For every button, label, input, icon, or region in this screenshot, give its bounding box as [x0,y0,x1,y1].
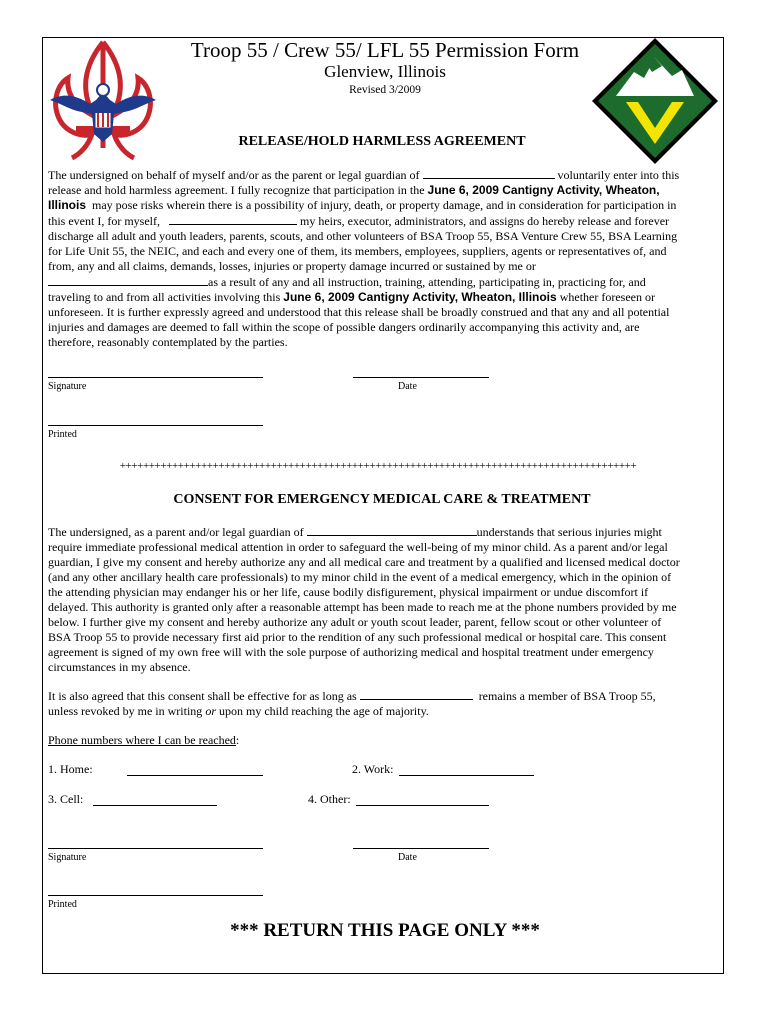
release-line-8: as a result of any and all instruction, training, attending, participating in, practicing for, and [48,274,714,290]
consent-line-2: require immediate professional medical attention in order to safeguard the well-being of my minor child. As a parent and/or legal [48,540,668,554]
minor-blank[interactable] [48,274,208,286]
consent-line-3: guardian, I give my consent and hereby authorize any and all medical care and treatment by a qualified and licensed medical doctor [48,555,680,569]
form-location: Glenview, Illinois [324,62,446,81]
duration-line-2: unless revoked by me in writing or upon my child reaching the age of majority. [48,704,429,718]
consent-line-4: (and any other ancillary health care professionals) to my minor child in the event of a medical emergency, which in the opinion of [48,570,672,584]
form-revision: Revised 3/2009 [349,84,421,96]
consent-signature-line[interactable] [48,848,263,849]
release-line-10: unforeseen. It is further expressly agreed and understood that this release shall be broadly construed and that any and all potential [48,305,670,319]
release-line-3: Illinois may pose risks wherein there is a possibility of injury, death, or property damage, and in consideration for participation in [48,198,677,212]
consent-date-label: Date [398,852,417,863]
release-date-line[interactable] [353,377,489,378]
guardian-of-blank[interactable] [423,167,555,179]
child-name-blank[interactable] [360,688,473,700]
release-line-9: traveling to and from all activities involving this June 6, 2009 Cantigny Activity, Wheaton, Illinois whether foreseen or [48,290,655,304]
release-paragraph [48,167,714,350]
consent-line-6: delayed. This authority is granted only after a reasonable attempt has been made to reach me at the phone numbers provided by me [48,600,677,614]
consent-guardian-blank[interactable] [307,524,477,536]
other-phone-field[interactable] [356,805,489,806]
release-line-4: this event I, for myself, my heirs, executor, administrators, and assigns do hereby release and forever [48,214,670,228]
release-signature-line[interactable] [48,377,263,378]
consent-printed-line[interactable] [48,895,263,896]
work-phone-field[interactable] [399,775,534,776]
home-phone-field[interactable] [127,775,263,776]
release-printed-label: Printed [48,429,77,440]
release-line-1: The undersigned on behalf of myself and/or as the parent or legal guardian of voluntarily enter into this [48,168,680,182]
consent-printed-label: Printed [48,899,77,910]
release-signature-label: Signature [48,381,87,392]
cell-phone-field[interactable] [93,805,217,806]
consent-date-line[interactable] [353,848,489,849]
cell-phone-label: 3. Cell: [48,792,84,806]
myself-blank[interactable] [169,213,297,225]
release-line-12: therefore, reasonably contemplated by the parties. [48,335,288,349]
consent-heading: CONSENT FOR EMERGENCY MEDICAL CARE & TREATMENT [173,492,591,507]
consent-line-7: below. I further give my consent and hereby authorize any adult or youth scout leader, parent, fellow scout or other volunteer of [48,615,662,629]
release-line-2: release and hold harmless agreement. I fully recognize that participation in the June 6, 2009 Cantigny Activity, Wheaton, [48,183,660,197]
consent-paragraph [48,524,714,675]
consent-duration-paragraph [48,688,714,719]
form-title: Troop 55 / Crew 55/ LFL 55 Permission Form [190,38,580,62]
release-printed-line[interactable] [48,425,263,426]
consent-line-10: circumstances in my absence. [48,660,191,674]
release-heading: RELEASE/HOLD HARMLESS AGREEMENT [238,134,526,149]
section-separator: +++++++++++++++++++++++++++++++++++++++++++++++++++++++++++++++++++++++++++++++++++++++++ [119,460,637,472]
release-line-7: from, any and all claims, demands, losses, injuries or property damage incurred or sustained by me or [48,259,536,273]
consent-line-8: BSA Troop 55 to provide necessary first aid prior to the rendition of any such professional medical or hospital care. This consent [48,630,667,644]
return-page-notice: *** RETURN THIS PAGE ONLY *** [230,920,540,941]
consent-line-5: the attending physician may endanger his or her life, cause bodily disfigurement, physical impairment or undue discomfort if [48,585,649,599]
other-phone-label: 4. Other: [308,792,351,806]
work-phone-label: 2. Work: [352,762,394,776]
phone-heading: Phone numbers where I can be reached: [48,733,240,747]
duration-line-1: It is also agreed that this consent shall be effective for as long as remains a member of BSA Troop 55, [48,689,656,703]
release-line-6: for Life Unit 55, the NEIC, and each and every one of them, its members, employees, suppliers, agents or representatives of, and [48,244,667,258]
consent-signature-label: Signature [48,852,87,863]
release-line-5: discharge all adult and youth leaders, parents, scouts, and other volunteers of BSA Troop 55, BSA Venture Crew 55, BSA Learning [48,229,678,243]
consent-line-1: The undersigned, as a parent and/or legal guardian of understands that serious injuries might [48,525,662,539]
release-date-label: Date [398,381,417,392]
home-phone-label: 1. Home: [48,762,93,776]
consent-line-9: agreement is signed of my own free will with the sole purpose of authorizing medical and hospital treatment under emergency [48,645,654,659]
release-line-11: injuries and damages are deemed to fall within the scope of possible dangers ordinarily accompanying this activity and, are [48,320,640,334]
